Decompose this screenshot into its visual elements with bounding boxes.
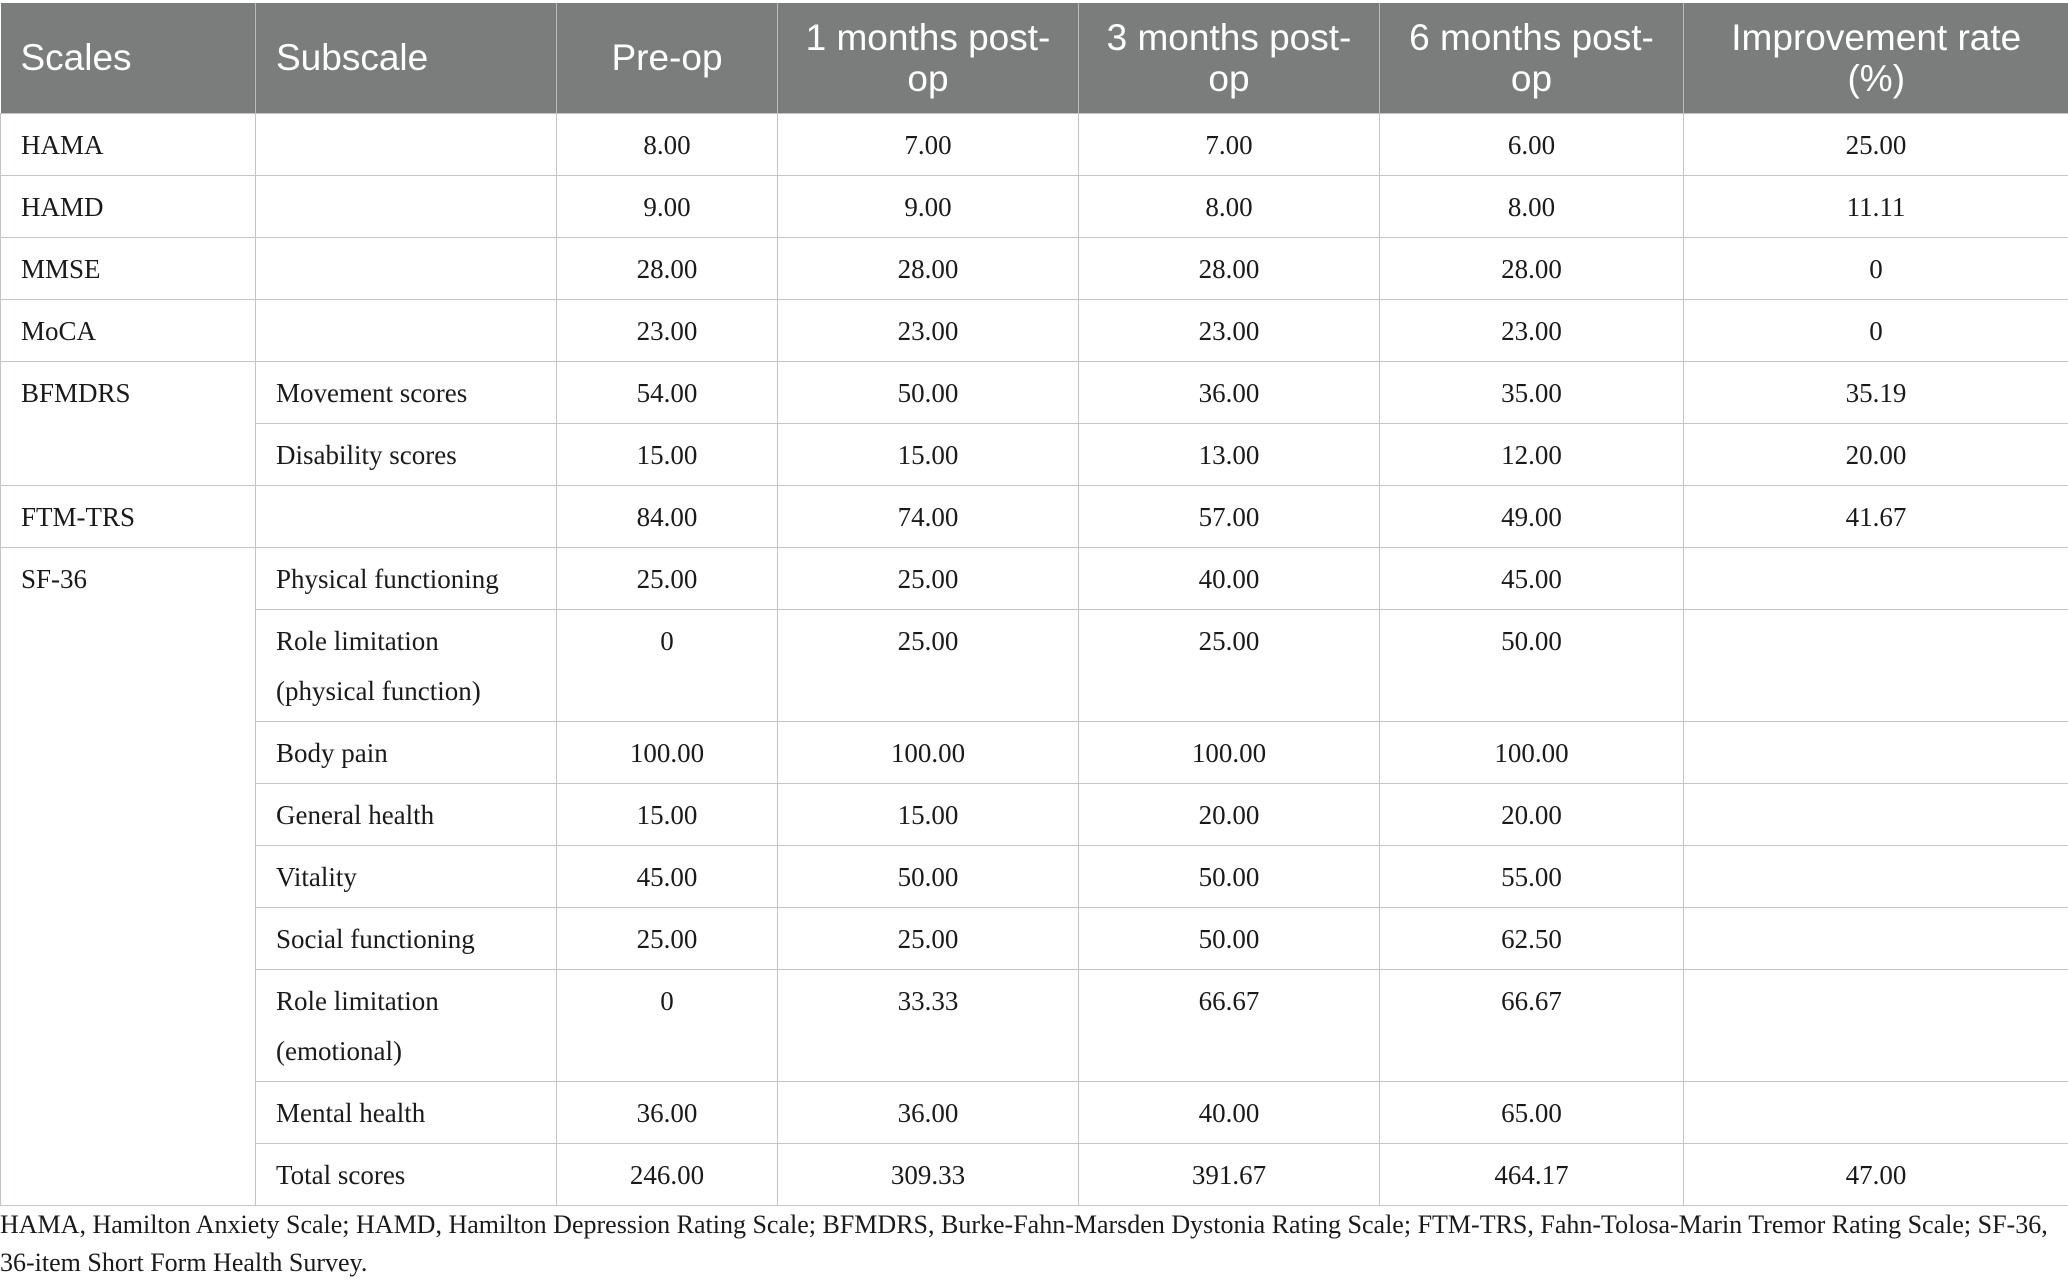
month-6-cell: 45.00: [1380, 547, 1684, 609]
month-3-cell: 20.00: [1079, 783, 1380, 845]
improvement-cell: 11.11: [1684, 175, 2068, 237]
scale-cell: HAMD: [1, 175, 256, 237]
month-3-cell: 36.00: [1079, 361, 1380, 423]
pre-op-cell: 84.00: [557, 485, 778, 547]
table-container: [0, 3, 2068, 1206]
pre-op-cell: 45.00: [557, 845, 778, 907]
month-3-cell: 57.00: [1079, 485, 1380, 547]
subscale-cell: Mental health: [256, 1081, 557, 1143]
month-1-cell: 7.00: [778, 113, 1079, 175]
month-3-cell: 7.00: [1079, 113, 1380, 175]
subscale-cell: Physical functioning: [256, 547, 557, 609]
month-1-cell: 15.00: [778, 423, 1079, 485]
month-1-cell: 28.00: [778, 237, 1079, 299]
table-row: [1, 1081, 2068, 1143]
pre-op-cell: 15.00: [557, 423, 778, 485]
pre-op-cell: 36.00: [557, 1081, 778, 1143]
month-1-cell: 23.00: [778, 299, 1079, 361]
month-6-cell: 23.00: [1380, 299, 1684, 361]
month-6-cell: 100.00: [1380, 721, 1684, 783]
month-1-cell: 74.00: [778, 485, 1079, 547]
improvement-cell: [1684, 845, 2068, 907]
table-row: [1, 485, 2068, 547]
month-6-cell: 28.00: [1380, 237, 1684, 299]
month-1-cell: 15.00: [778, 783, 1079, 845]
table-header-row: [1, 3, 2068, 113]
pre-op-cell: 100.00: [557, 721, 778, 783]
table-row: [1, 907, 2068, 969]
month-3-cell: 13.00: [1079, 423, 1380, 485]
subscale-cell: [256, 299, 557, 361]
month-6-cell: 55.00: [1380, 845, 1684, 907]
month-1-cell: 100.00: [778, 721, 1079, 783]
month-3-cell: 25.00: [1079, 609, 1380, 721]
month-6-cell: 6.00: [1380, 113, 1684, 175]
scale-cell: MMSE: [1, 237, 256, 299]
month-6-cell: 12.00: [1380, 423, 1684, 485]
month-6-cell: 62.50: [1380, 907, 1684, 969]
month-1-cell: 9.00: [778, 175, 1079, 237]
header-6-months: 6 months post-op: [1380, 3, 1684, 113]
table-row: [1, 299, 2068, 361]
month-1-cell: 50.00: [778, 361, 1079, 423]
pre-op-cell: 23.00: [557, 299, 778, 361]
table-row: [1, 1143, 2068, 1205]
table-row: [1, 845, 2068, 907]
month-3-cell: 391.67: [1079, 1143, 1380, 1205]
header-pre-op: Pre-op: [557, 3, 778, 113]
table-body: [1, 113, 2068, 1205]
table-row: [1, 113, 2068, 175]
month-1-cell: 309.33: [778, 1143, 1079, 1205]
month-6-cell: 50.00: [1380, 609, 1684, 721]
table-row: [1, 237, 2068, 299]
month-1-cell: 33.33: [778, 969, 1079, 1081]
scale-cell: BFMDRS: [1, 361, 256, 485]
subscale-cell: Social functioning: [256, 907, 557, 969]
pre-op-cell: 9.00: [557, 175, 778, 237]
pre-op-cell: 0: [557, 969, 778, 1081]
subscale-cell: Total scores: [256, 1143, 557, 1205]
improvement-cell: 20.00: [1684, 423, 2068, 485]
month-1-cell: 25.00: [778, 907, 1079, 969]
improvement-cell: 0: [1684, 237, 2068, 299]
header-1-month: 1 months post-op: [778, 3, 1079, 113]
month-6-cell: 66.67: [1380, 969, 1684, 1081]
scores-table: [0, 3, 2068, 1206]
subscale-cell: [256, 113, 557, 175]
table-row: [1, 969, 2068, 1081]
month-1-cell: 36.00: [778, 1081, 1079, 1143]
month-3-cell: 100.00: [1079, 721, 1380, 783]
subscale-cell: [256, 237, 557, 299]
subscale-cell: [256, 485, 557, 547]
subscale-cell: General health: [256, 783, 557, 845]
pre-op-cell: 0: [557, 609, 778, 721]
improvement-cell: [1684, 783, 2068, 845]
improvement-cell: [1684, 969, 2068, 1081]
month-3-cell: 50.00: [1079, 845, 1380, 907]
month-6-cell: 8.00: [1380, 175, 1684, 237]
pre-op-cell: 246.00: [557, 1143, 778, 1205]
improvement-cell: [1684, 547, 2068, 609]
month-3-cell: 28.00: [1079, 237, 1380, 299]
table-row: [1, 175, 2068, 237]
month-1-cell: 25.00: [778, 547, 1079, 609]
month-6-cell: 20.00: [1380, 783, 1684, 845]
month-3-cell: 8.00: [1079, 175, 1380, 237]
month-3-cell: 23.00: [1079, 299, 1380, 361]
header-scales: Scales: [1, 3, 256, 113]
scale-cell: SF-36: [1, 547, 256, 1205]
header-3-months: 3 months post-op: [1079, 3, 1380, 113]
month-3-cell: 40.00: [1079, 1081, 1380, 1143]
improvement-cell: [1684, 609, 2068, 721]
table-footnote: HAMA, Hamilton Anxiety Scale; HAMD, Hamilton Depression Rating Scale; BFMDRS, Burke-Fahn-Marsden Dystonia Rating Scale; FTM-TRS, Fahn-Tolosa-Marin Tremor Rating Scale; SF-36, 36-item Short Form Health Survey.: [0, 1210, 2048, 1277]
month-6-cell: 65.00: [1380, 1081, 1684, 1143]
month-1-cell: 50.00: [778, 845, 1079, 907]
header-subscale: Subscale: [256, 3, 557, 113]
scale-cell: FTM-TRS: [1, 485, 256, 547]
month-6-cell: 49.00: [1380, 485, 1684, 547]
month-1-cell: 25.00: [778, 609, 1079, 721]
pre-op-cell: 54.00: [557, 361, 778, 423]
month-3-cell: 66.67: [1079, 969, 1380, 1081]
pre-op-cell: 15.00: [557, 783, 778, 845]
month-3-cell: 50.00: [1079, 907, 1380, 969]
subscale-cell: Role limitation (emotional): [256, 969, 557, 1081]
month-3-cell: 40.00: [1079, 547, 1380, 609]
subscale-cell: Movement scores: [256, 361, 557, 423]
pre-op-cell: 8.00: [557, 113, 778, 175]
scale-cell: HAMA: [1, 113, 256, 175]
subscale-cell: Role limitation (physical function): [256, 609, 557, 721]
month-6-cell: 35.00: [1380, 361, 1684, 423]
subscale-cell: [256, 175, 557, 237]
improvement-cell: [1684, 1081, 2068, 1143]
subscale-cell: Disability scores: [256, 423, 557, 485]
table-row: [1, 783, 2068, 845]
header-improvement-rate: Improvement rate (%): [1684, 3, 2068, 113]
improvement-cell: [1684, 721, 2068, 783]
subscale-cell: Body pain: [256, 721, 557, 783]
improvement-cell: 47.00: [1684, 1143, 2068, 1205]
improvement-cell: 25.00: [1684, 113, 2068, 175]
table-row: [1, 547, 2068, 609]
month-6-cell: 464.17: [1380, 1143, 1684, 1205]
pre-op-cell: 28.00: [557, 237, 778, 299]
subscale-cell: Vitality: [256, 845, 557, 907]
table-row: [1, 423, 2068, 485]
table-row: [1, 721, 2068, 783]
improvement-cell: 41.67: [1684, 485, 2068, 547]
pre-op-cell: 25.00: [557, 547, 778, 609]
improvement-cell: 35.19: [1684, 361, 2068, 423]
table-row: [1, 361, 2068, 423]
scale-cell: MoCA: [1, 299, 256, 361]
pre-op-cell: 25.00: [557, 907, 778, 969]
table-row: [1, 609, 2068, 721]
improvement-cell: 0: [1684, 299, 2068, 361]
improvement-cell: [1684, 907, 2068, 969]
